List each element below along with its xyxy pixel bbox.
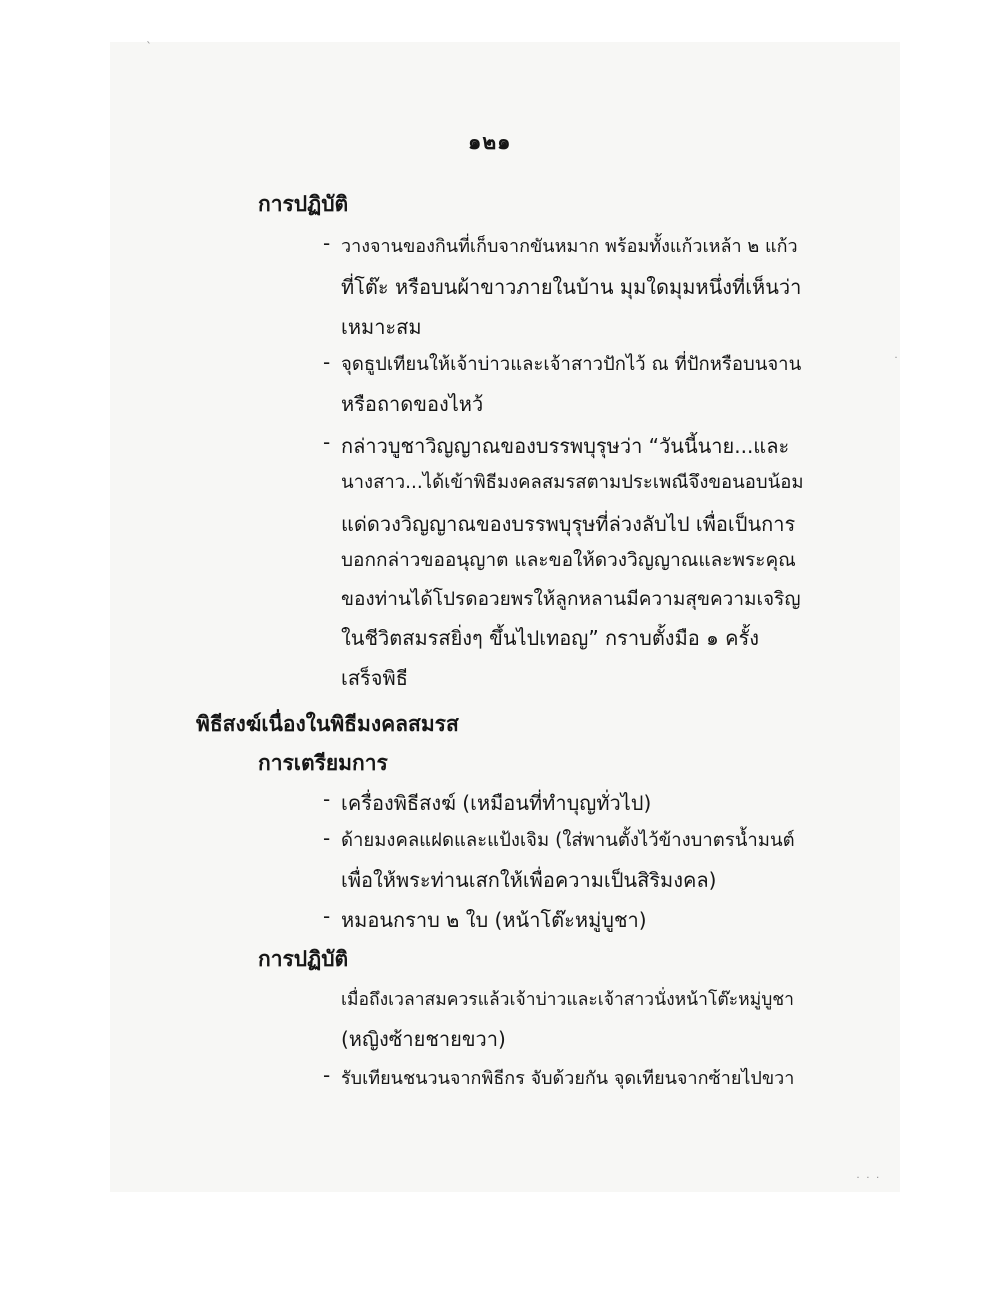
text-line: เสร็จพิธี xyxy=(341,666,408,690)
bullet-dash: - xyxy=(323,826,331,850)
text-line: หมอนกราบ ๒ ใบ (หน้าโต๊ะหมู่บูชา) xyxy=(341,908,647,932)
practice-heading: การปฏิบัติ xyxy=(258,192,349,216)
text-line: บอกกล่าวขออนุญาต และขอให้ดวงวิญญาณและพระคุณ xyxy=(341,549,796,571)
text-line: ในชีวิตสมรสยิ่งๆ ขึ้นไปเทอญ” กราบตั้งมือ ๑ ครั้ง xyxy=(341,626,760,650)
page-number: ๑๒๑ xyxy=(468,130,512,154)
preparation-heading: การเตรียมการ xyxy=(258,751,388,775)
text-line: วางจานของกินที่เก็บจากขันหมาก พร้อมทั้งแก้วเหล้า ๒ แก้ว xyxy=(341,236,798,257)
bullet-dash: - xyxy=(323,231,331,255)
text-line: เหมาะสม xyxy=(341,315,422,339)
bullet-dash: - xyxy=(323,787,331,811)
text-line: หรือถาดของไหว้ xyxy=(341,392,484,416)
text-line: นางสาว...ได้เข้าพิธีมงคลสมรสตามประเพณีจึงขอนอบน้อม xyxy=(341,472,804,493)
bullet-dash: - xyxy=(323,430,331,454)
bullet-dash: - xyxy=(323,904,331,928)
bullet-dash: - xyxy=(323,1063,331,1087)
section-title: พิธีสงฆ์เนื่องในพิธีมงคลสมรส xyxy=(196,712,459,736)
text-line: กล่าวบูชาวิญญาณของบรรพบุรุษว่า “วันนี้นาย...และ xyxy=(341,434,790,458)
text-line: เครื่องพิธีสงฆ์ (เหมือนที่ทำบุญทั่วไป) xyxy=(341,791,652,815)
text-line: เมื่อถึงเวลาสมควรแล้วเจ้าบ่าวและเจ้าสาวนั่งหน้าโต๊ะหมู่บูชา xyxy=(341,990,795,1010)
document-page xyxy=(110,42,900,1192)
text-line: ด้ายมงคลแฝดและแป้งเจิม (ใส่พานตั้งไว้ข้างบาตรน้ำมนต์ xyxy=(341,830,795,851)
bullet-dash: - xyxy=(323,350,331,374)
scan-speck: ˋ xyxy=(146,40,152,54)
text-line: ของท่านได้โปรดอวยพรให้ลูกหลานมีความสุขความเจริญ xyxy=(341,588,801,610)
scan-speck: ˙ ˙ ˙ xyxy=(855,1175,881,1189)
text-line: ที่โต๊ะ หรือบนผ้าขาวภายในบ้าน มุมใดมุมหนึ่งที่เห็นว่า xyxy=(341,275,802,299)
text-line: (หญิงซ้ายชายขวา) xyxy=(341,1027,506,1051)
text-line: แด่ดวงวิญญาณของบรรพบุรุษที่ล่วงลับไป เพื่อเป็นการ xyxy=(341,512,796,536)
scan-speck: ˙ xyxy=(893,355,899,369)
practice-heading-2: การปฏิบัติ xyxy=(258,947,349,971)
text-line: รับเทียนชนวนจากพิธีกร จับด้วยกัน จุดเทียนจากซ้ายไปขวา xyxy=(341,1068,795,1089)
text-line: เพื่อให้พระท่านเสกให้เพื่อความเป็นสิริมงคล) xyxy=(341,868,717,892)
text-line: จุดธูปเทียนให้เจ้าบ่าวและเจ้าสาวปักไว้ ณ ที่ปักหรือบนจาน xyxy=(341,354,802,375)
